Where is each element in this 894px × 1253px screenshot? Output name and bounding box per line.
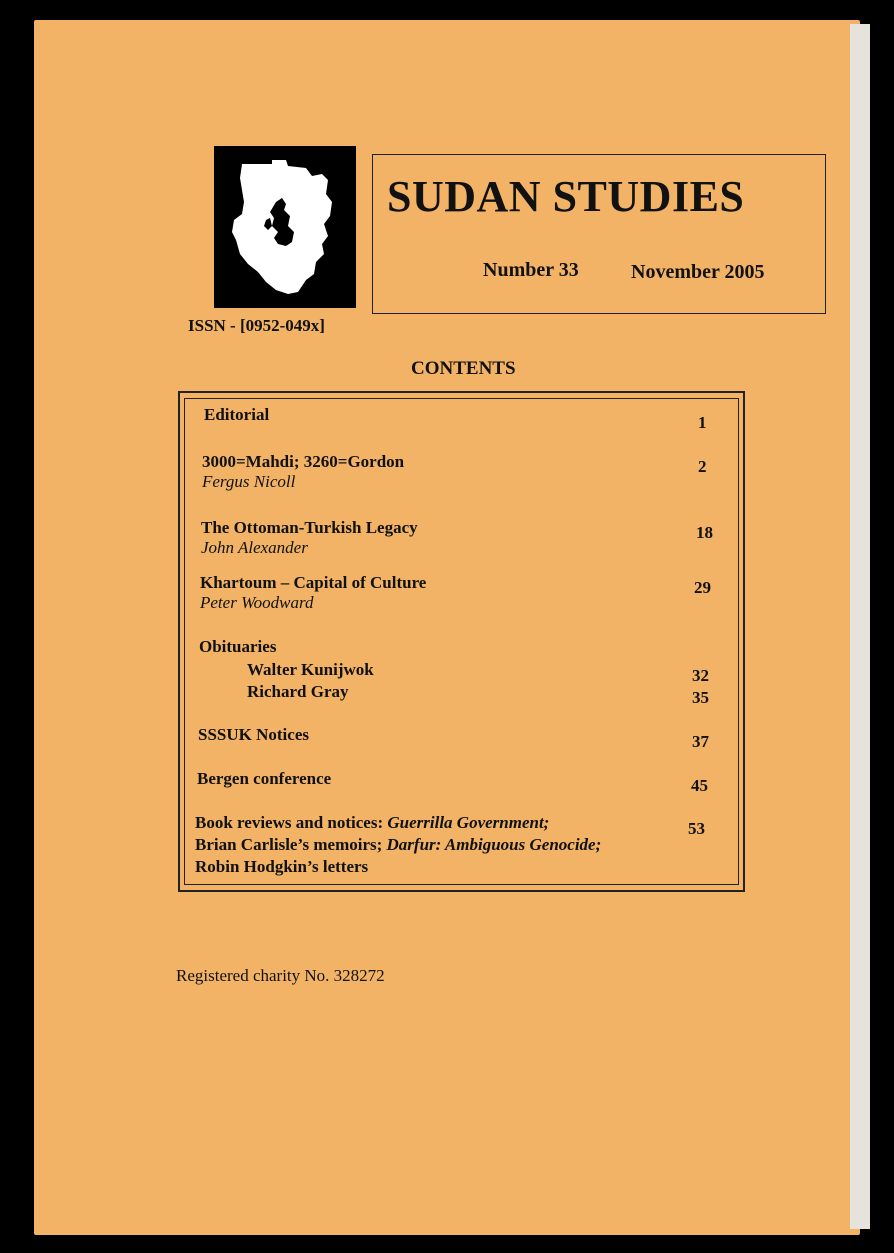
title-box <box>372 154 826 314</box>
toc-sssuk-page: 37 <box>692 732 709 751</box>
toc-reviews-line: Robin Hodgkin’s letters <box>195 857 369 876</box>
sudan-map-logo-icon <box>214 146 356 308</box>
page-edge <box>850 24 870 1229</box>
toc-sssuk-title: SSSUK Notices <box>198 725 309 744</box>
toc-obituary-page: 32 <box>692 666 709 685</box>
toc-reviews-line <box>195 813 549 833</box>
toc-mahdi-page: 2 <box>698 457 707 476</box>
contents-heading: CONTENTS <box>411 358 516 379</box>
toc-editorial-title: Editorial <box>204 405 270 424</box>
toc-obituary-item: Richard Gray <box>247 682 349 701</box>
journal-title: SUDAN STUDIES <box>387 172 745 221</box>
issue-number: Number 33 <box>483 259 579 281</box>
issn: ISSN - [0952-049x] <box>188 316 325 335</box>
toc-mahdi-title: 3000=Mahdi; 3260=Gordon <box>202 452 405 471</box>
toc-ottoman-title: The Ottoman-Turkish Legacy <box>201 518 418 537</box>
toc-reviews-line <box>195 835 601 855</box>
toc-bergen-page: 45 <box>691 776 708 795</box>
toc-ottoman-author: John Alexander <box>201 538 308 557</box>
toc-khartoum-title: Khartoum – Capital of Culture <box>200 573 427 592</box>
toc-khartoum-page: 29 <box>694 578 711 597</box>
toc-reviews-italic: Darfur: Ambiguous Genocide; <box>386 835 602 854</box>
toc-bergen-title: Bergen conference <box>197 769 332 788</box>
toc-editorial-page: 1 <box>698 413 707 432</box>
toc-reviews-italic: Guerrilla Government; <box>387 813 550 832</box>
toc-mahdi-author: Fergus Nicoll <box>202 472 296 491</box>
toc-ottoman-page: 18 <box>696 523 713 542</box>
toc-obituaries-title: Obituaries <box>199 637 277 656</box>
toc-reviews-page: 53 <box>688 819 705 838</box>
toc-obituary-page: 35 <box>692 688 709 707</box>
toc-obituary-item: Walter Kunijwok <box>247 660 374 679</box>
toc-khartoum-author: Peter Woodward <box>200 593 314 612</box>
charity-number: Registered charity No. 328272 <box>176 966 385 985</box>
issue-date: November 2005 <box>631 261 765 283</box>
contents-table <box>178 391 745 892</box>
toc-reviews-text: Book reviews and notices: <box>195 813 388 832</box>
toc-reviews-text: Brian Carlisle’s memoirs; <box>195 835 387 854</box>
